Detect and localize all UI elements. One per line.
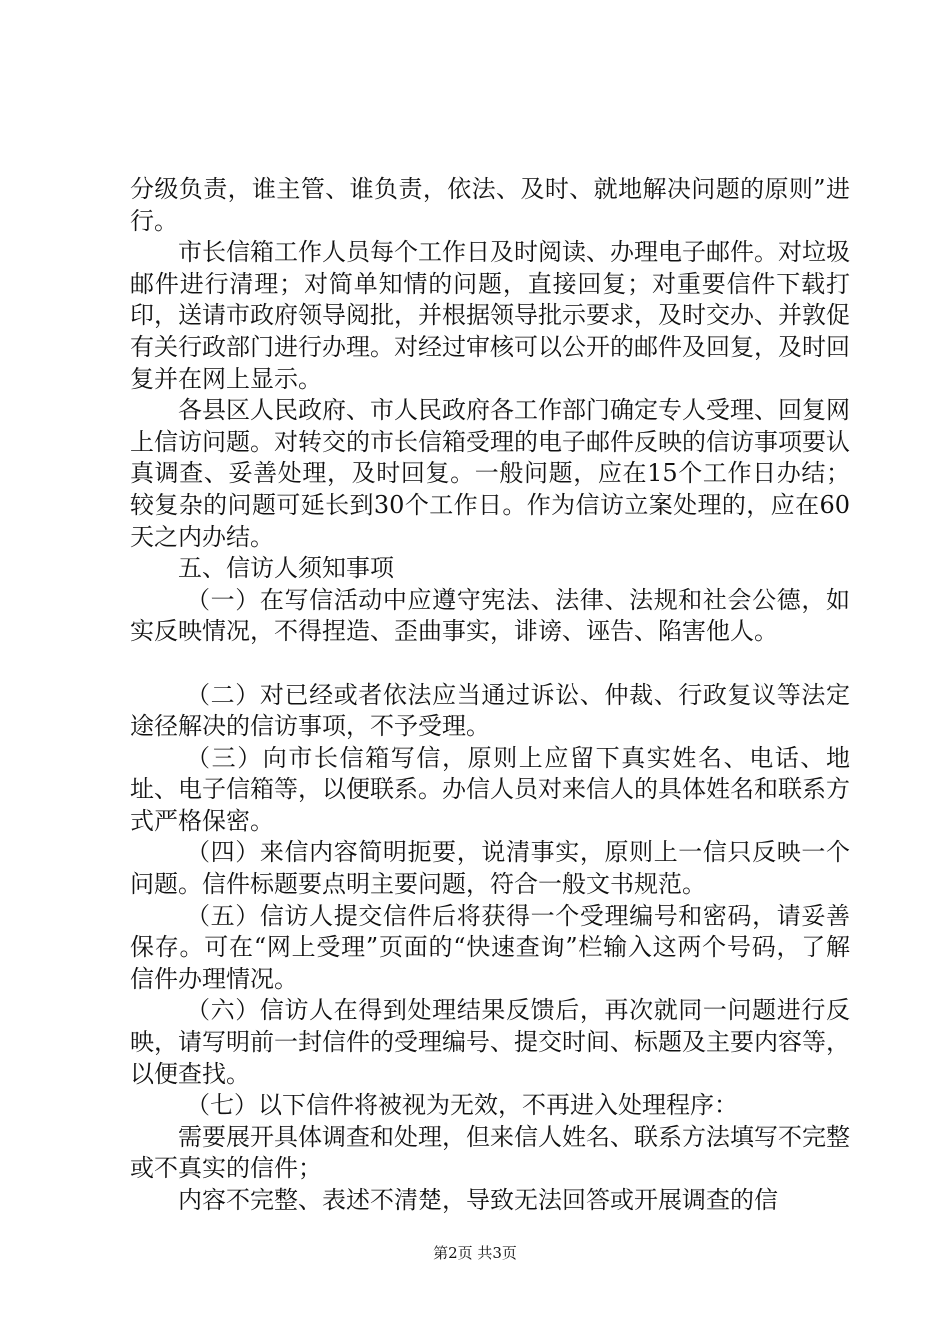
- paragraph-3: 各县区人民政府、市人民政府各工作部门确定专人受理、回复网上信访问题。对转交的市长信箱受理的电子邮件反映的信访事项要认真调查、妥善处理，及时回复。一般问题，应在15个工作日办结；较复杂的问题可延长到30个工作日。作为信访立案处理的，应在60天之内办结。: [130, 396, 850, 551]
- paragraph-item-3: （三）向市长信箱写信，原则上应留下真实姓名、电话、地址、电子信箱等，以便联系。办信人员对来信人的具体姓名和联系方式严格保密。: [130, 743, 850, 835]
- paragraph-item-7: （七）以下信件将被视为无效，不再进入处理程序：: [186, 1091, 738, 1120]
- paragraph-item-5: （五）信访人提交信件后将获得一个受理编号和密码，请妥善保存。可在“网上受理”页面的“快速查询”栏输入这两个号码，了解信件办理情况。: [130, 901, 850, 993]
- paragraph-item-6: （六）信访人在得到处理结果反馈后，再次就同一问题进行反映，请写明前一封信件的受理编号、提交时间、标题及主要内容等，以便查找。: [130, 996, 850, 1088]
- paragraph-invalid-2: 内容不完整、表述不清楚，导致无法回答或开展调查的信: [178, 1186, 778, 1214]
- page-number-label: 第2页 共3页: [433, 1244, 517, 1262]
- paragraph-item-1: （一）在写信活动中应遵守宪法、法律、法规和社会公德，如实反映情况，不得捏造、歪曲事实，诽谤、诬告、陷害他人。: [130, 585, 850, 646]
- paragraph-item-4: （四）来信内容简明扼要，说清事实，原则上一信只反映一个问题。信件标题要点明主要问题，符合一般文书规范。: [130, 838, 850, 899]
- document-body: [130, 174, 850, 1217]
- paragraph-item-2: （二）对已经或者依法应当通过诉讼、仲裁、行政复议等法定途径解决的信访事项，不予受理。: [130, 680, 850, 741]
- page-footer: [0, 1242, 950, 1263]
- paragraph-invalid-1: 需要展开具体调查和处理，但来信人姓名、联系方法填写不完整或不真实的信件；: [130, 1122, 850, 1183]
- paragraph-2: 市长信箱工作人员每个工作日及时阅读、办理电子邮件。对垃圾邮件进行清理；对简单知情的问题，直接回复；对重要信件下载打印，送请市政府领导阅批，并根据领导批示要求，及时交办、并敦促有关行政部门进行办理。对经过审核可以公开的邮件及回复，及时回复并在网上显示。: [130, 238, 850, 393]
- section-heading-5: 五、信访人须知事项: [178, 554, 394, 583]
- paragraph-1: 分级负责，谁主管、谁负责，依法、及时、就地解决问题的原则”进行。: [130, 175, 850, 235]
